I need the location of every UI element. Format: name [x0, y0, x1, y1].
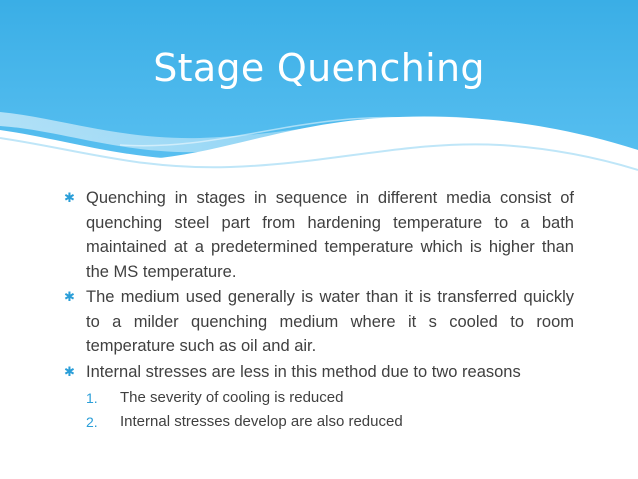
numbered-sub-list: [86, 386, 574, 434]
sub-item-text: Internal stresses develop are also reduced: [120, 413, 403, 430]
bullet-item: [64, 360, 574, 385]
slide-title: Stage Quenching: [153, 46, 485, 90]
bullet-text: Quenching in stages in sequence in different media consist of quenching steel part from hardening temperature to a bath maintained at a predetermined temperature which is higher than the MS temperature.: [86, 189, 574, 281]
asterisk-bullet-icon: ✱: [64, 289, 75, 304]
header-banner: [0, 0, 638, 175]
sub-list-item: [86, 410, 574, 434]
bullet-text: Internal stresses are less in this method due to two reasons: [86, 362, 521, 381]
sub-item-number: 1.: [86, 390, 98, 406]
bullet-item: [64, 186, 574, 284]
bullet-item: [64, 285, 574, 359]
sub-item-number: 2.: [86, 414, 98, 430]
asterisk-bullet-icon: ✱: [64, 190, 75, 205]
sub-list-item: [86, 386, 574, 410]
sub-item-text: The severity of cooling is reduced: [120, 389, 344, 406]
bullet-text: The medium used generally is water than it is transferred quickly to a milder quenching medium where it s cooled to room temperature such as oil and air.: [86, 288, 574, 355]
slide-content: [64, 186, 574, 434]
asterisk-bullet-icon: ✱: [64, 363, 75, 379]
